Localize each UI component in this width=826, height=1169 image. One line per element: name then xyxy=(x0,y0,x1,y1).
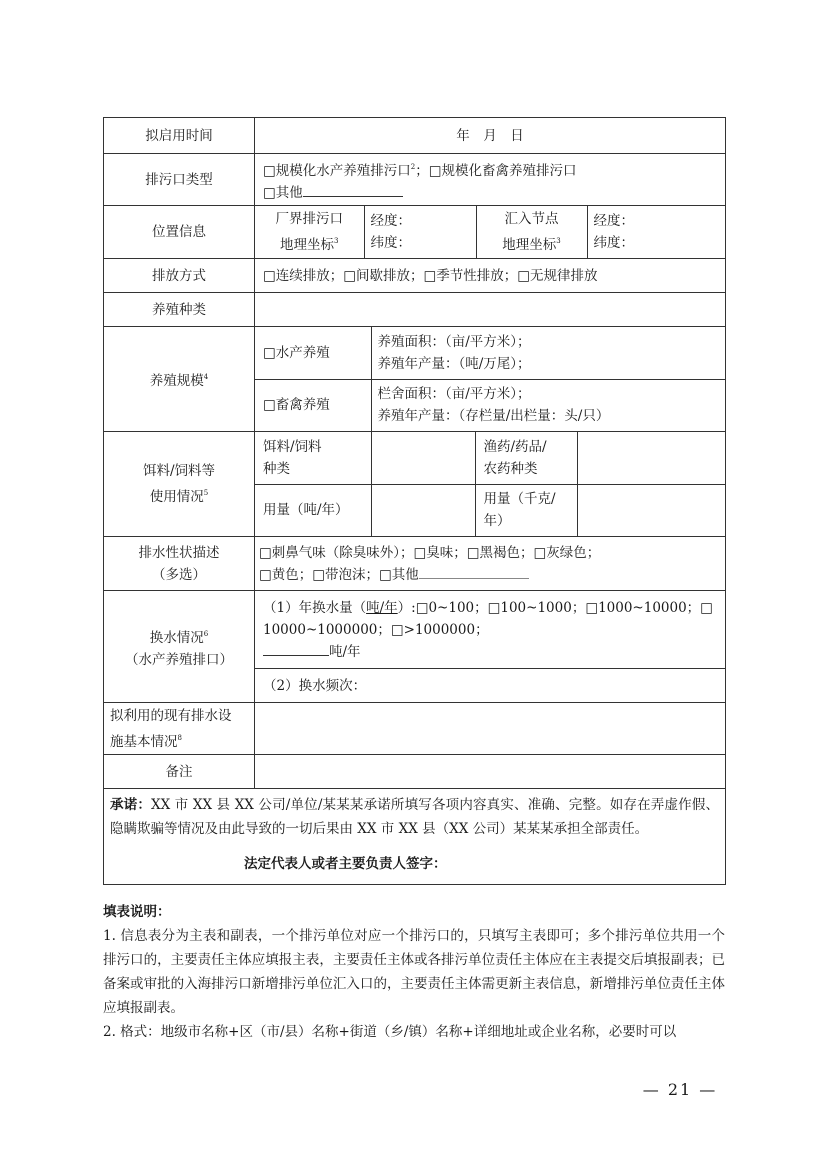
label-species: 养殖种类 xyxy=(104,293,255,327)
row-start-time xyxy=(104,118,726,154)
factory-coords[interactable]: 经度： 纬度： xyxy=(364,206,476,258)
drug-amount-input[interactable] xyxy=(577,484,726,536)
facility-input[interactable] xyxy=(255,703,726,755)
row-feed xyxy=(104,432,726,537)
row-exchange xyxy=(104,591,726,669)
label-facility: 拟利用的现有排水设 施基本情况$^8$ xyxy=(104,703,255,755)
label-start-time: 拟启用时间 xyxy=(104,118,255,154)
node-label: 汇入节点 地理坐标$^3$ xyxy=(476,206,587,258)
feed-amount-input[interactable] xyxy=(371,484,475,536)
aqua-scale-values[interactable]: 养殖面积：（亩/平方米）； 养殖年产量：（吨/万尾）； xyxy=(371,327,726,379)
traits-other-blank[interactable] xyxy=(419,564,529,579)
page-number: — 21 — xyxy=(642,1080,718,1099)
exchange-frequency[interactable]: （2）换水频次： xyxy=(255,669,726,703)
livestock-scale-values[interactable]: 栏舍面积：（亩/平方米）； 养殖年产量：（存栏量/出栏量：头/只） xyxy=(371,379,726,431)
drug-amount-label: 用量（千克/ 年） xyxy=(475,484,577,536)
drug-kind-label: 渔药/药品/ 农药种类 xyxy=(475,432,577,484)
row-discharge xyxy=(104,259,726,293)
note-1: 1. 信息表分为主表和副表，一个排污单位对应一个排污口的，只填写主表即可；多个排污单位共用一个排污口的，主要责任主体应填报主表，主要责任主体或各排污单位责任主体应在主表提交后填报副表；已备案或审批的入海排污口新增排污单位汇入口的，主要责任主体需更新主表信息，新增排污单位责任主体应填报副表。 xyxy=(103,928,725,1016)
drug-kind-input[interactable] xyxy=(577,432,726,484)
label-exchange: 换水情况$^6$ （水产养殖排口） xyxy=(104,591,255,703)
remark-input[interactable] xyxy=(255,755,726,789)
note-2: 2. 格式：地级市名称+区（市/县）名称+街道（乡/镇）名称+详细地址或企业名称，必要时可以 xyxy=(103,1024,677,1040)
feed-kind-input[interactable] xyxy=(371,432,475,484)
aqua-checkbox[interactable]: □水产养殖 xyxy=(255,327,371,379)
label-traits: 排水性状描述 （多选） xyxy=(104,537,255,591)
species-input[interactable] xyxy=(255,293,726,327)
promise-signature[interactable]: 法定代表人或者主要负责人签字： xyxy=(244,856,447,872)
node-coords[interactable]: 经度： 纬度： xyxy=(587,206,726,258)
label-remark: 备注 xyxy=(104,755,255,789)
discharge-options[interactable]: □连续排放；□间歇排放；□季节性排放；□无规律排放 xyxy=(255,259,726,293)
row-location xyxy=(104,206,726,259)
other-type-blank[interactable] xyxy=(303,182,403,197)
label-scale: 养殖规模$^4$ xyxy=(104,327,255,432)
factory-outlet-label: 厂界排污口 地理坐标$^3$ xyxy=(255,206,364,258)
info-form-table xyxy=(103,117,726,885)
livestock-checkbox[interactable]: □畜禽养殖 xyxy=(255,379,371,431)
outlet-type-options[interactable]: □规模化水产养殖排污口$^2$；□规模化畜禽养殖排污口 □其他 xyxy=(255,154,726,206)
row-promise xyxy=(104,789,726,885)
feed-kind-label: 饵料/饲料 种类 xyxy=(255,432,371,484)
row-outlet-type xyxy=(104,154,726,206)
label-feed: 饵料/饲料等 使用情况$^5$ xyxy=(104,432,255,537)
row-scale xyxy=(104,327,726,432)
feed-amount-label: 用量（吨/年） xyxy=(255,484,371,536)
start-time-value[interactable]: 年 月 日 xyxy=(255,118,726,154)
fill-instructions xyxy=(103,900,725,1044)
row-remark xyxy=(104,755,726,789)
exchange-volume-blank[interactable] xyxy=(263,641,329,656)
label-discharge: 排放方式 xyxy=(104,259,255,293)
row-species xyxy=(104,293,726,327)
promise-cell xyxy=(104,789,726,885)
traits-options[interactable]: □刺鼻气味（除臭味外）；□臭味；□黑褐色；□灰绿色； □黄色；□带泡沫；□其他 xyxy=(255,537,726,591)
row-traits xyxy=(104,537,726,591)
promise-text: 承诺：XX 市 XX 县 XX 公司/单位/某某某承诺所填写各项内容真实、准确、完整。如存在弄虚作假、隐瞒欺骗等情况及由此导致的一切后果由 XX 市 XX 县（XX 公司）某某某承担全部责任。 xyxy=(110,797,719,837)
row-facility xyxy=(104,703,726,755)
exchange-volume-options[interactable]: （1）年换水量（吨/年）:□0~100；□100~1000；□1000~10000；□ 10000~1000000；□>1000000； 吨/年 xyxy=(255,591,726,669)
label-location: 位置信息 xyxy=(104,206,255,259)
label-outlet-type: 排污口类型 xyxy=(104,154,255,206)
notes-title: 填表说明： xyxy=(103,904,171,920)
